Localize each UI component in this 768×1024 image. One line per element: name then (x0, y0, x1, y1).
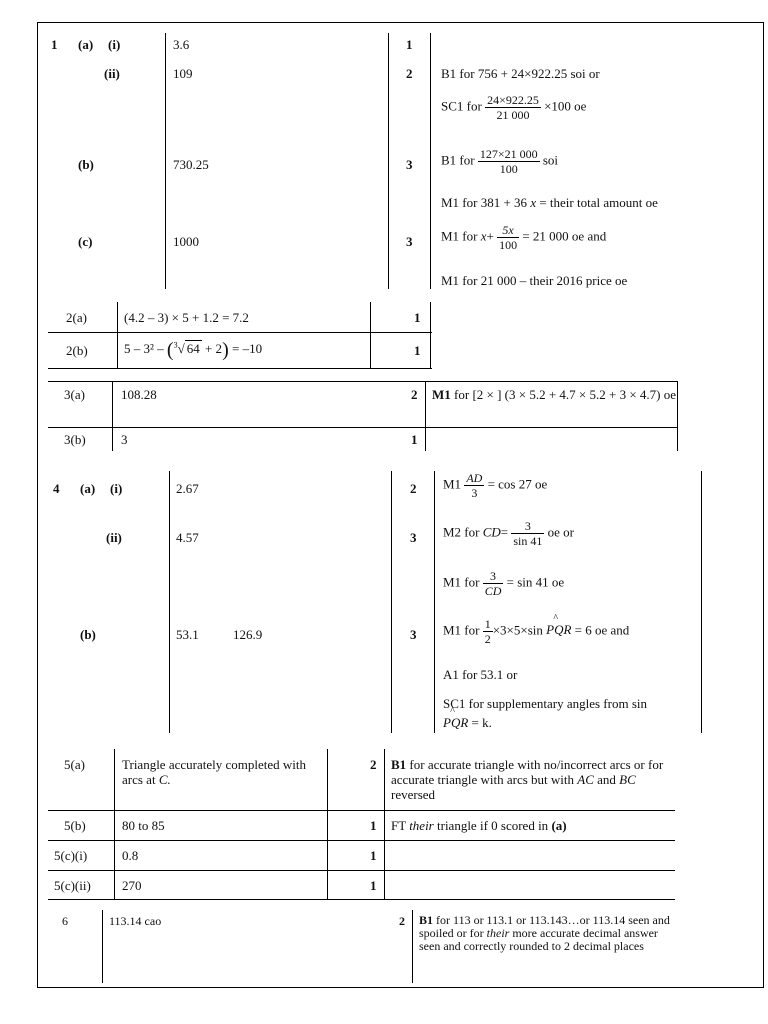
q4-part-a: (a) (80, 481, 96, 496)
q1-aii-answer: 109 (173, 66, 193, 81)
q5-divider-2 (327, 749, 328, 899)
q2-bottom-border (48, 368, 432, 369)
q5cii-mark: 1 (370, 878, 377, 893)
q4-part-a-i: (i) (110, 481, 123, 496)
q4-b-mark: 3 (410, 627, 417, 642)
q2b-answer: 5 – 3² – ($^3$√ 64 + 2) = –10 (124, 339, 263, 361)
q1-divider-1 (165, 33, 166, 289)
q3-divider-1 (112, 381, 113, 451)
q2b-mark: 1 (414, 343, 421, 358)
q4-part-b: (b) (80, 627, 96, 642)
q5-row-divider-3 (48, 870, 675, 871)
q1-part-a: (a) (78, 37, 94, 52)
q5cii-answer: 270 (122, 878, 142, 893)
q1-ai-mark: 1 (406, 37, 413, 52)
q3a-mark: 2 (411, 387, 418, 402)
q6-divider-2 (412, 910, 413, 983)
q6-answer: 113.14 cao (109, 914, 162, 928)
q2-divider-3 (430, 302, 431, 368)
q2a-label: 2(a) (66, 310, 87, 325)
q4-ai-mark: 2 (410, 481, 417, 496)
q4-b-guidance-3: SC1 for supplementary angles from sin (443, 696, 647, 711)
q1-part-b: (b) (78, 157, 94, 172)
q4-aii-answer: 4.57 (176, 530, 199, 545)
q5a-label: 5(a) (64, 757, 85, 772)
q4-aii-guidance-1: M2 for CD= $\frac{3}{\sin 41}$ oe or (443, 519, 574, 548)
q5-row-divider-2 (48, 840, 675, 841)
q1-number: 1 (51, 37, 58, 52)
mark-scheme-page (37, 22, 764, 988)
q5b-label: 5(b) (64, 818, 86, 833)
q1-part-a-i: (i) (108, 37, 121, 52)
q3-row-divider (48, 427, 678, 428)
q4-b-guidance-1: M1 for $\frac{1}{2}$ ×3×5×sin ^ PQR = 6 oe and (443, 617, 629, 646)
q1-divider-3 (430, 33, 431, 289)
q3b-mark: 1 (411, 432, 418, 447)
q5-bottom-border (48, 899, 675, 900)
q3a-label: 3(a) (64, 387, 85, 402)
q6-guidance: B1 for 113 or 113.1 or 113.143…or 113.14 seen and spoiled or for their more accurate decimal answer seen and correctly rounded to 2 decimal places (419, 913, 670, 953)
q4-divider-1 (169, 471, 170, 733)
q3-divider-3 (677, 381, 678, 451)
q2-divider-2 (370, 302, 371, 368)
q4-part-a-ii: (ii) (106, 530, 122, 545)
q4-b-answer-1: 53.1 (176, 627, 199, 642)
q6-divider-1 (102, 910, 103, 983)
q5ci-mark: 1 (370, 848, 377, 863)
q1-b-answer: 730.25 (173, 157, 209, 172)
q4-divider-4 (701, 471, 702, 733)
q5a-mark: 2 (370, 757, 377, 772)
q5a-answer: Triangle accurately completed with arcs at C. (122, 757, 306, 787)
q6-label: 6 (62, 914, 68, 928)
q5-divider-1 (114, 749, 115, 899)
q4-ai-guidance: M1 $\frac{AD}{3}$ = cos 27 oe (443, 471, 548, 500)
q5b-mark: 1 (370, 818, 377, 833)
q1-aii-mark: 2 (406, 66, 413, 81)
q1-c-guidance-2: M1 for 21 000 – their 2016 price oe (441, 273, 628, 288)
q2b-label: 2(b) (66, 343, 88, 358)
q4-aii-guidance-2: M1 for $\frac{3}{CD}$ = sin 41 oe (443, 569, 565, 598)
q5a-guidance: B1 for accurate triangle with no/incorrect arcs or for accurate triangle with arcs but with AC and BC reversed (391, 757, 664, 802)
q5b-answer: 80 to 85 (122, 818, 165, 833)
q3b-answer: 3 (121, 432, 128, 447)
q5ci-answer: 0.8 (122, 848, 139, 863)
q4-ai-answer: 2.67 (176, 481, 199, 496)
q5ci-label: 5(c)(i) (54, 848, 88, 863)
q1-b-guidance-1: B1 for $\frac{127\times 21 000}{100}$ soi (441, 147, 559, 176)
q1-c-guidance-1: M1 for x+ $\frac{5x}{100}$ = 21 000 oe and (441, 223, 607, 252)
q4-divider-2 (391, 471, 392, 733)
q1-c-answer: 1000 (173, 234, 199, 249)
q1-aii-guidance-1: B1 for 756 + 24×922.25 soi or (441, 66, 600, 81)
q1-part-a-ii: (ii) (104, 66, 120, 81)
q3a-guidance: M1 for [2 × ] (3 × 5.2 + 4.7 × 5.2 + 3 × 4.7) oe (432, 387, 677, 402)
q3-top-border (48, 381, 678, 382)
q1-b-mark: 3 (406, 157, 413, 172)
q2a-answer: (4.2 – 3) × 5 + 1.2 = 7.2 (124, 310, 249, 325)
q1-divider-2 (388, 33, 389, 289)
q4-b-answer-2: 126.9 (233, 627, 263, 642)
q1-c-mark: 3 (406, 234, 413, 249)
q5-row-divider-1 (48, 810, 675, 811)
q5cii-label: 5(c)(ii) (54, 878, 91, 893)
q4-divider-3 (434, 471, 435, 733)
q1-part-c: (c) (78, 234, 93, 249)
q1-b-guidance-2: M1 for 381 + 36 x = their total amount oe (441, 195, 658, 210)
q1-ai-answer: 3.6 (173, 37, 190, 52)
q3-divider-2 (425, 381, 426, 451)
q4-number: 4 (53, 481, 60, 496)
q5-divider-3 (384, 749, 385, 899)
q3b-label: 3(b) (64, 432, 86, 447)
q4-aii-mark: 3 (410, 530, 417, 545)
q4-b-guidance-2: A1 for 53.1 or (443, 667, 518, 682)
q2-divider-1 (117, 302, 118, 368)
q3a-answer: 108.28 (121, 387, 157, 402)
q2-row-divider (48, 332, 432, 333)
q6-mark: 2 (399, 914, 405, 928)
q4-b-guidance-4: ^ PQR = k. (443, 715, 492, 731)
q5b-guidance: FT their triangle if 0 scored in (a) (391, 818, 567, 833)
q1-aii-guidance-2: SC1 for $\frac{24\times 922.25}{21 000}$ ×100 oe (441, 93, 587, 122)
q2a-mark: 1 (414, 310, 421, 325)
